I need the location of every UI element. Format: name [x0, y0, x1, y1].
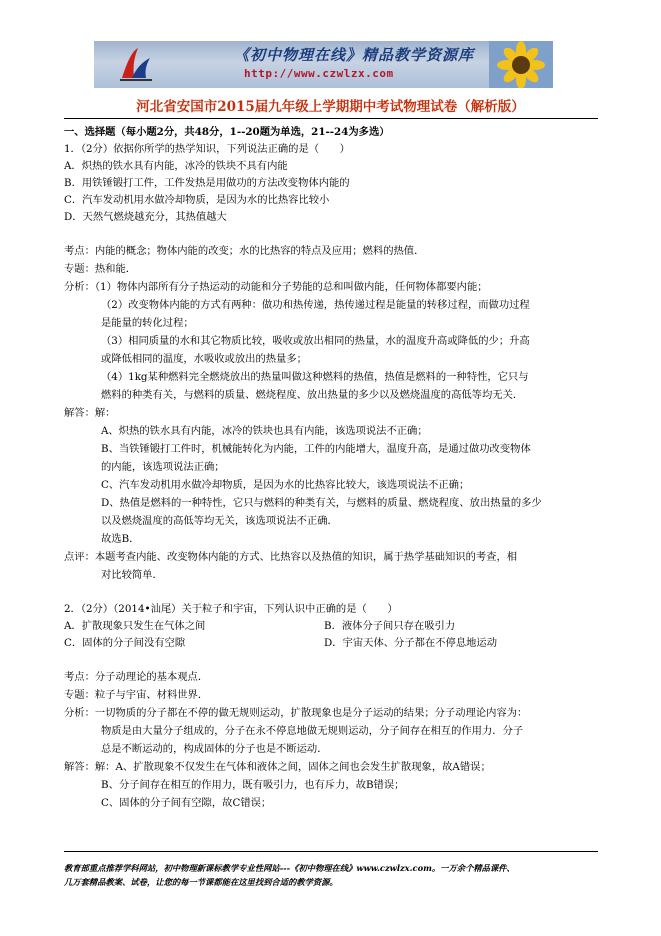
q2-answer-line: 解答：解：A、扩散现象不仅发生在气体和液体之间，固体之间也会发生扩散现象，故A错误；: [64, 761, 491, 773]
q2-kaodian: 考点：分子动理论的基本观点．: [64, 671, 209, 683]
q1-comment: 对比较简单．: [101, 569, 163, 581]
q1-analysis-line: 或降低相同的温度，水吸收或放出的热量多；: [101, 353, 307, 365]
site-logo-icon: [116, 44, 156, 84]
q2-answer-line: C、固体的分子间有空隙，故C错误；: [101, 797, 272, 809]
q1-option-d: D．天然气燃烧越充分，其热值越大: [64, 211, 227, 223]
footer-line-1: 教育部重点推荐学科网站，初中物理新课标教学专业性网站---《初中物理在线》www.czwlzx.com。一万余个精品课件、: [64, 863, 515, 873]
q2-zhuanti: 专题：粒子与宇宙、材料世界．: [64, 689, 209, 701]
q2-analysis-line: 总是不断运动的，构成固体的分子也是不断运动．: [101, 743, 328, 755]
q1-answer-line: D、热值是燃料的一种特性，它只与燃料的种类有关，与燃料的质量、燃烧程度、放出热量的多少: [101, 497, 542, 509]
q1-option-c: C．汽车发动机用水做冷却物质，是因为水的比热容比较小: [64, 194, 330, 206]
q1-answer-line: 的内能，该选项说法正确；: [101, 461, 225, 473]
q1-answer-line: B、当铁锤锻打工件时，机械能转化为内能，工件的内能增大，温度升高，是通过做功改变物体: [101, 443, 531, 455]
q1-analysis-line: （2）改变物体内能的方式有两种：做功和热传递，热传递过程是能量的转移过程，而做功过程: [101, 299, 530, 311]
q1-analysis-line: （4）1kg某种燃料完全燃烧放出的热量叫做这种燃料的热值，热值是燃料的一种特性，它只与: [101, 371, 529, 383]
banner-title: 《初中物理在线》精品教学资源库: [233, 46, 474, 64]
footer-divider: [64, 851, 598, 852]
section-heading: 一、选择题（每小题2分，共48分，1--20题为单选，21--24为多选）: [64, 126, 390, 138]
q2-analysis-line: 分析：一切物质的分子都在不停的做无规则运动，扩散现象也是分子运动的结果；分子动理论内容为：: [64, 707, 528, 719]
q1-analysis-line: 燃料的种类有关，与燃料的质量、燃烧程度、放出热量的多少以及燃烧温度的高低等均无关．: [101, 389, 524, 401]
footer-line-2: 几万套精品教案、试卷，让您的每一节课都能在这里找到合适的教学资源。: [64, 877, 338, 887]
q2-option-d: D．宇宙天体、分子都在不停息地运动: [324, 637, 498, 649]
title-divider: [64, 118, 598, 119]
q1-comment: 点评：本题考查内能、改变物体内能的方式、比热容以及热值的知识，属于热学基础知识的考查，相: [64, 551, 518, 563]
q1-answer-line: C、汽车发动机用水做冷却物质，是因为水的比热容比较大，该选项说法不正确；: [101, 479, 470, 491]
q1-answer-choice: 故选B．: [101, 533, 140, 545]
q1-option-a: A．炽热的铁水具有内能，冰冷的铁块不具有内能: [64, 160, 288, 172]
question-2-stem: 2．（2分）（2014•汕尾）关于粒子和宇宙，下列认识中正确的是（ ）: [64, 603, 398, 615]
q2-option-b: B．液体分子间只存在吸引力: [324, 620, 456, 632]
q1-answer-line: A、炽热的铁水具有内能，冰冷的铁块也具有内能，该选项说法不正确；: [101, 425, 428, 437]
q1-kaodian: 考点：内能的概念；物体内能的改变；水的比热容的特点及应用；燃料的热值．: [64, 245, 425, 257]
q1-answer-line: 以及燃烧温度的高低等均无关，该选项说法不正确．: [101, 515, 338, 527]
q1-analysis-line: 分析：（1）物体内部所有分子热运动的动能和分子势能的总和叫做内能，任何物体都要内能；: [64, 281, 488, 293]
sunflower-icon: [489, 41, 553, 88]
q2-option-a: A．扩散现象只发生在气体之间: [64, 620, 206, 632]
q1-option-b: B．用铁锤锻打工件，工件发热是用做功的方法改变物体内能的: [64, 177, 350, 189]
q2-analysis-line: 物质是由大量分子组成的，分子在永不停息地做无规则运动，分子间存在相互的作用力．分子: [101, 725, 524, 737]
q1-answer-label: 解答：解：: [64, 407, 116, 419]
banner-url[interactable]: http://www.czwlzx.com: [244, 67, 394, 80]
q1-analysis-line: （3）相同质量的水和其它物质比较，吸收或放出相同的热量，水的温度升高或降低的少；升高: [101, 335, 530, 347]
q2-answer-line: B、分子间存在相互的作用力，既有吸引力，也有斥力，故B错误；: [101, 779, 405, 791]
q1-zhuanti: 专题：热和能．: [64, 263, 137, 275]
question-1-stem: 1．（2分）依据你所学的热学知识，下列说法正确的是（ ）: [64, 143, 350, 155]
q1-analysis-line: 是能量的转化过程；: [101, 317, 194, 329]
q2-option-c: C．固体的分子间没有空隙: [64, 637, 186, 649]
document-title: 河北省安国市2015届九年级上学期期中考试物理试卷（解析版）: [136, 99, 525, 115]
header-banner: [94, 41, 553, 88]
